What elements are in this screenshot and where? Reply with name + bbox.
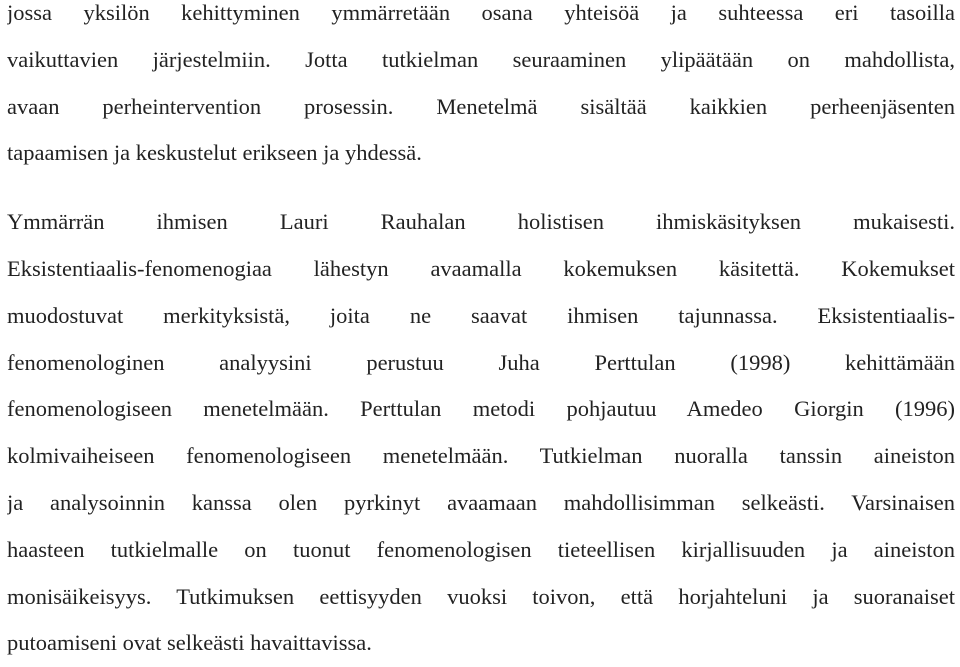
text-line: haasteen tutkielmalle on tuonut fenomenologisen tieteellisen kirjallisuuden ja aineiston: [7, 536, 955, 562]
text-line: putoamiseni ovat selkeästi havaittavissa.: [7, 630, 372, 656]
text-line: kolmivaiheiseen fenomenologiseen menetelmään. Tutkielman nuoralla tanssin aineiston: [7, 443, 955, 469]
text-line: Eksistentiaalis-fenomenogiaa lähestyn avaamalla kokemuksen käsitettä. Kokemukset: [7, 255, 955, 281]
text-line: Ymmärrän ihmisen Lauri Rauhalan holistisen ihmiskäsityksen mukaisesti.: [7, 209, 955, 235]
paragraph-gap: [7, 177, 955, 199]
text-line: fenomenologiseen menetelmään. Perttulan metodi pohjautuu Amedeo Giorgin (1996): [7, 396, 955, 422]
text-line: avaan perheintervention prosessin. Menetelmä sisältää kaikkien perheenjäsenten: [7, 93, 955, 119]
text-line: muodostuvat merkityksistä, joita ne saavat ihmisen tajunnassa. Eksistentiaalis-: [7, 302, 955, 328]
paragraph-2: [7, 199, 955, 667]
paragraph-1: [7, 0, 955, 177]
text-line: monisäikeisyys. Tutkimuksen eettisyyden vuoksi toivon, että horjahteluni ja suoranaiset: [7, 583, 955, 609]
text-line: tapaamisen ja keskustelut erikseen ja yhdessä.: [7, 140, 422, 166]
document-page: [7, 0, 955, 667]
text-line: vaikuttavien järjestelmiin. Jotta tutkielman seuraaminen ylipäätään on mahdollista,: [7, 46, 955, 72]
text-line: ja analysoinnin kanssa olen pyrkinyt avaamaan mahdollisimman selkeästi. Varsinaisen: [7, 489, 955, 515]
text-line: fenomenologinen analyysini perustuu Juha Perttulan (1998) kehittämään: [7, 349, 955, 375]
text-line: jossa yksilön kehittyminen ymmärretään osana yhteisöä ja suhteessa eri tasoilla: [7, 0, 955, 25]
